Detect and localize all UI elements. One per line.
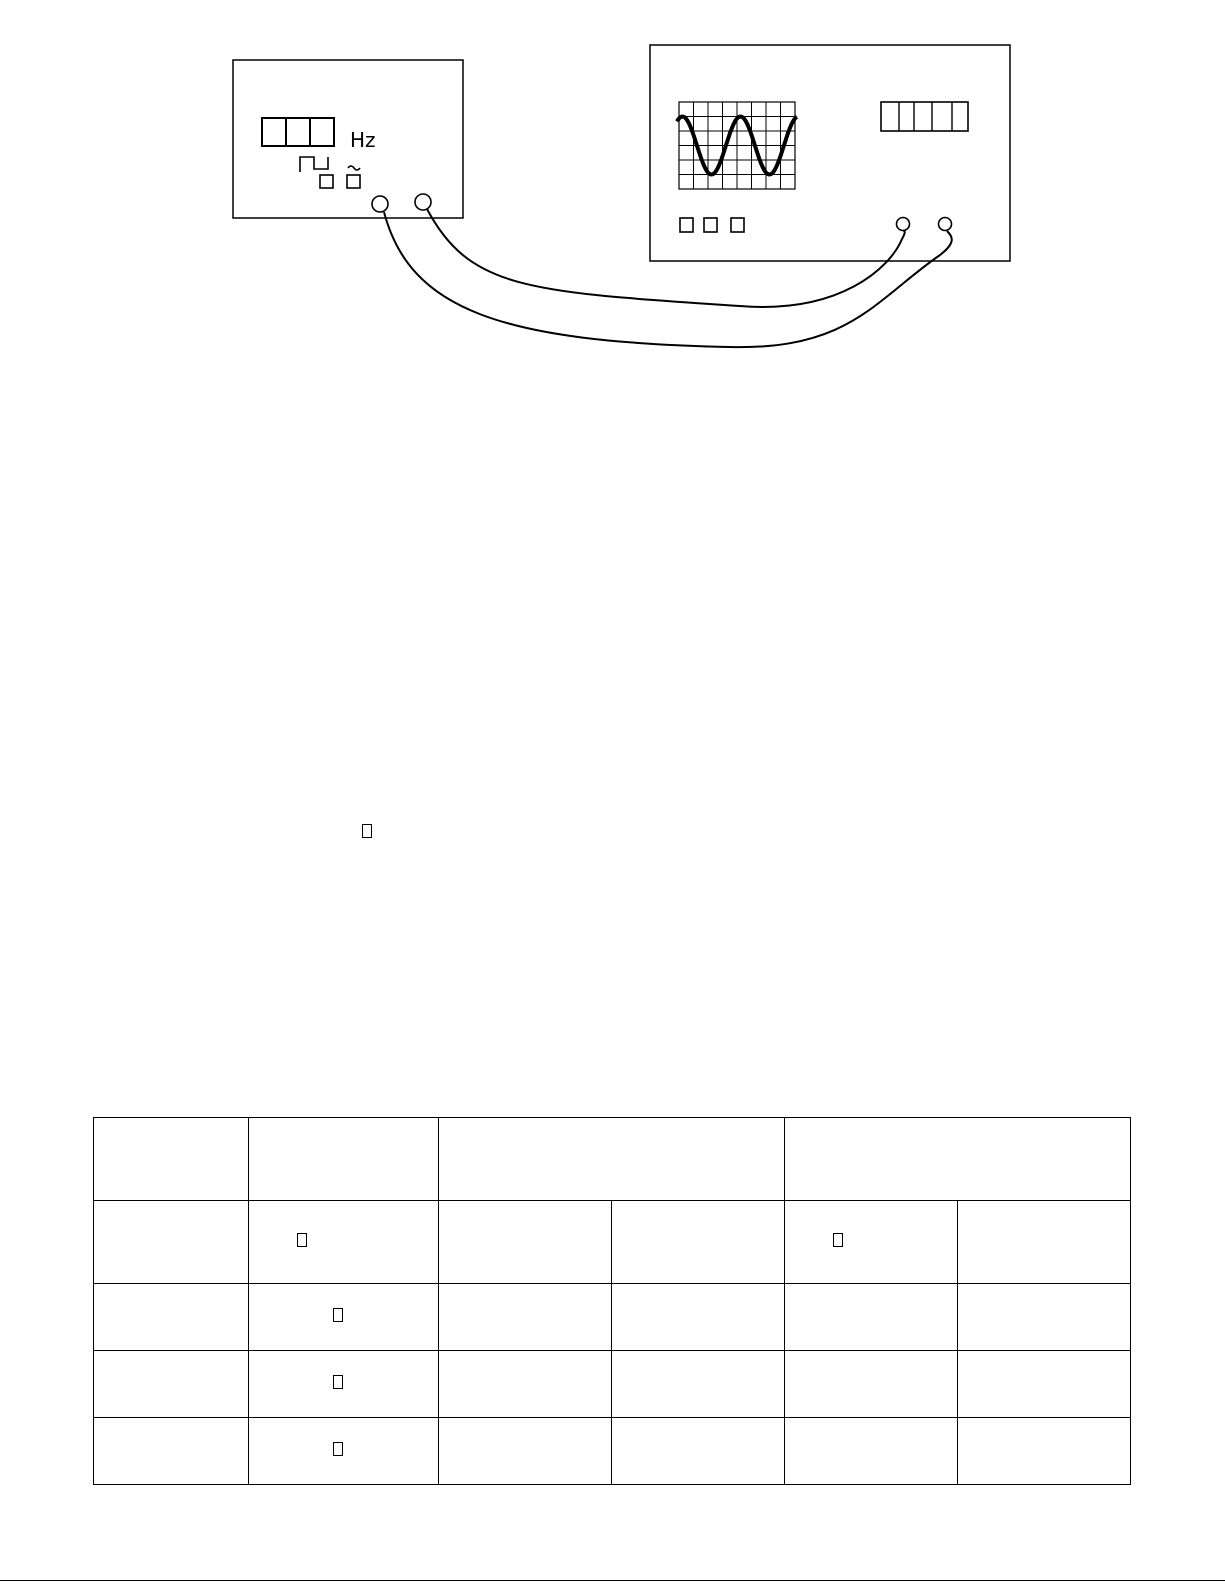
table-cell [94,1201,249,1284]
scope-terminal-2[interactable] [939,218,952,231]
square-wave-button[interactable] [320,175,333,188]
generator-body [233,60,463,218]
table-cell [94,1118,249,1201]
table-cell [249,1418,439,1485]
scope-button-1[interactable] [680,218,693,232]
table-cell [785,1418,958,1485]
table-cell [249,1351,439,1418]
table-cell [612,1418,785,1485]
data-table [93,1117,1131,1485]
table-cell [439,1284,612,1351]
generator-frequency-display [262,118,334,146]
generator-terminal-1[interactable] [372,196,388,212]
table-cell [249,1284,439,1351]
page-footer-rule [0,1580,1225,1581]
function-generator [233,60,463,218]
table-cell [612,1351,785,1418]
square-wave-icon [300,157,328,172]
table-cell [439,1418,612,1485]
tilde-wave-icon [348,166,360,170]
table-cell [785,1201,958,1284]
table-row [94,1351,1131,1418]
placeholder-box [833,1233,843,1247]
table-cell [958,1284,1131,1351]
oscilloscope-display [881,102,968,131]
table-cell [249,1201,439,1284]
scope-terminal-1[interactable] [897,218,910,231]
table-cell [612,1284,785,1351]
table-cell [958,1351,1131,1418]
table-cell [94,1418,249,1485]
placeholder-box [333,1308,343,1322]
sine-wave-button[interactable] [347,175,360,188]
frequency-unit-label: Hz [350,128,376,152]
oscilloscope [650,45,1010,261]
table-cell [439,1118,785,1201]
table-cell [439,1351,612,1418]
table-cell [439,1201,612,1284]
cable-inner [427,209,905,307]
placeholder-box [333,1442,343,1456]
table-cell [785,1351,958,1418]
scope-button-2[interactable] [704,218,717,232]
table-cell [94,1284,249,1351]
scope-button-3[interactable] [731,218,744,232]
table-cell [249,1118,439,1201]
placeholder-box [333,1375,343,1389]
body-placeholder-box [362,824,372,838]
table-cell [94,1351,249,1418]
table-row [94,1201,1131,1284]
table-cell [612,1201,785,1284]
placeholder-box [297,1233,307,1247]
generator-terminal-2[interactable] [415,194,431,210]
table-row [94,1418,1131,1485]
table-cell [958,1418,1131,1485]
table-cell [958,1201,1131,1284]
table-cell [785,1284,958,1351]
table-cell [785,1118,1131,1201]
table-row [94,1118,1131,1201]
table-row [94,1284,1131,1351]
apparatus-diagram [0,0,1225,370]
